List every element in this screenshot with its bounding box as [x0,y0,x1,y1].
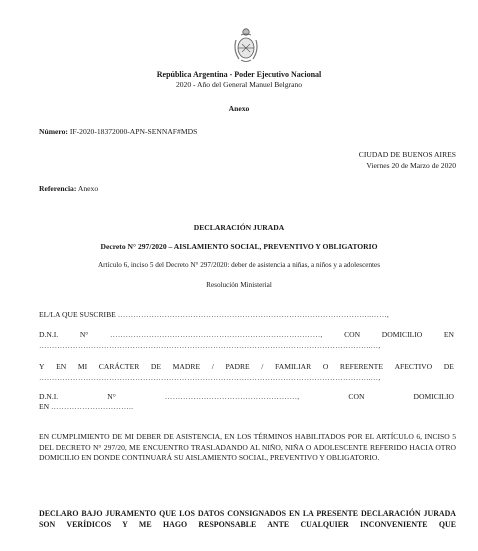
city: CIUDAD DE BUENOS AIRES [358,150,456,159]
relationship-word: / [211,362,214,371]
reference [39,184,98,193]
relationship-word: O [322,362,329,371]
assistance-paragraph: EN CUMPLIMIENTO DE MI DEBER DE ASISTENCIA, EN LOS TÉRMINOS HABILITADOS POR EL ARTÍCULO 6, INCISO 5 DEL DECRETO N° 297/20, ME ENCUENTRO TRASLADANDO AL NIÑO, NIÑA O ADOLESCENTE REFERIDO HACIA OTRO DOMICILIO EN DONDE CONTINUARÁ SU AISLAMIENTO SOCIAL, PREVENTIVO Y OBLIGATORIO. [39,432,456,462]
year-motto: 2020 - Año del General Manuel Belgrano [175,80,303,89]
en-label-2: EN [39,402,50,411]
dni-label: D.N.I. [39,330,59,339]
date: Viernes 20 de Marzo de 2020 [366,161,456,170]
minor-address-field[interactable]: ………………………….. [51,402,134,411]
minor-dni-field[interactable]: ……………………………………………, [164,392,300,401]
relationship-word: REFERENTE [339,362,383,371]
relationship-word: PADRE [225,362,250,371]
relationship-word: DE [150,362,162,371]
institution-name: República Argentina - Poder Ejecutivo Nacional [156,70,322,79]
relationship-word: EN [56,362,67,371]
address-field[interactable]: ………………………………………………………………………………………………………………..…, [39,341,381,350]
relationship-word: / [261,362,264,371]
numero-label: Número: [39,127,68,136]
signer-label: EL/LA QUE SUSCRIBE [39,310,116,319]
signer-line [39,310,456,319]
relationship-word: Y [39,362,45,371]
referencia-value: Anexo [77,184,99,193]
resolution-label: Resolución Ministerial [206,281,272,289]
dni-line-2 [39,392,454,401]
minor-name-field[interactable]: ………………………………………………………………………………………………………………..…, [39,373,381,382]
numero-abbrev: N° [79,330,89,339]
con-label: CON [344,330,361,339]
referencia-label: Referencia: [39,184,77,193]
form-title: DECLARACIÓN JURADA [193,223,285,232]
en-label: EN [443,330,454,339]
decree-title: Decreto N° 297/2020 – AISLAMIENTO SOCIAL, PREVENTIVO Y OBLIGATORIO [100,242,378,251]
oath-paragraph: DECLARO BAJO JURAMENTO QUE LOS DATOS CONSIGNADOS EN LA PRESENTE DECLARACIÓN JURADA SON VERÍDICOS Y ME HAGO RESPONSABLE ANTE CUALQUIER INCONVENIENTE QUE [39,509,456,529]
numero-value: IF-2020-18372000-APN-SENNAF#MDS [69,127,198,136]
con-label-2: CON [348,392,365,401]
relationship-word: AFECTIVO [394,362,433,371]
relationship-word: CARÁCTER [98,362,140,371]
dni-line-1 [39,330,454,339]
article-reference: Artículo 6, inciso 5 del Decreto N° 297/2020: deber de asistencia a niñas, a niños y a adolescentes [97,261,381,269]
dni-number-field[interactable]: ………………………………………………………………………, [109,330,323,339]
document-number [39,127,197,136]
relationship-word: MADRE [172,362,201,371]
dni-label-2: D.N.I. [39,392,59,401]
domicilio-label: DOMICILIO [381,330,423,339]
numero-abbrev-2: N° [107,392,116,401]
relationship-word: DE [443,362,454,371]
document-type: Anexo [228,104,250,113]
relationship-word: FAMILIAR [275,362,312,371]
argentina-coat-of-arms-icon [232,26,260,64]
minor-address-line [39,402,133,411]
signer-name-field[interactable]: ……………………………………………………………………………………..……, [117,310,389,319]
relationship-word: MI [77,362,88,371]
domicilio-label-2: DOMICILIO [413,392,454,401]
relationship-line [39,362,454,371]
